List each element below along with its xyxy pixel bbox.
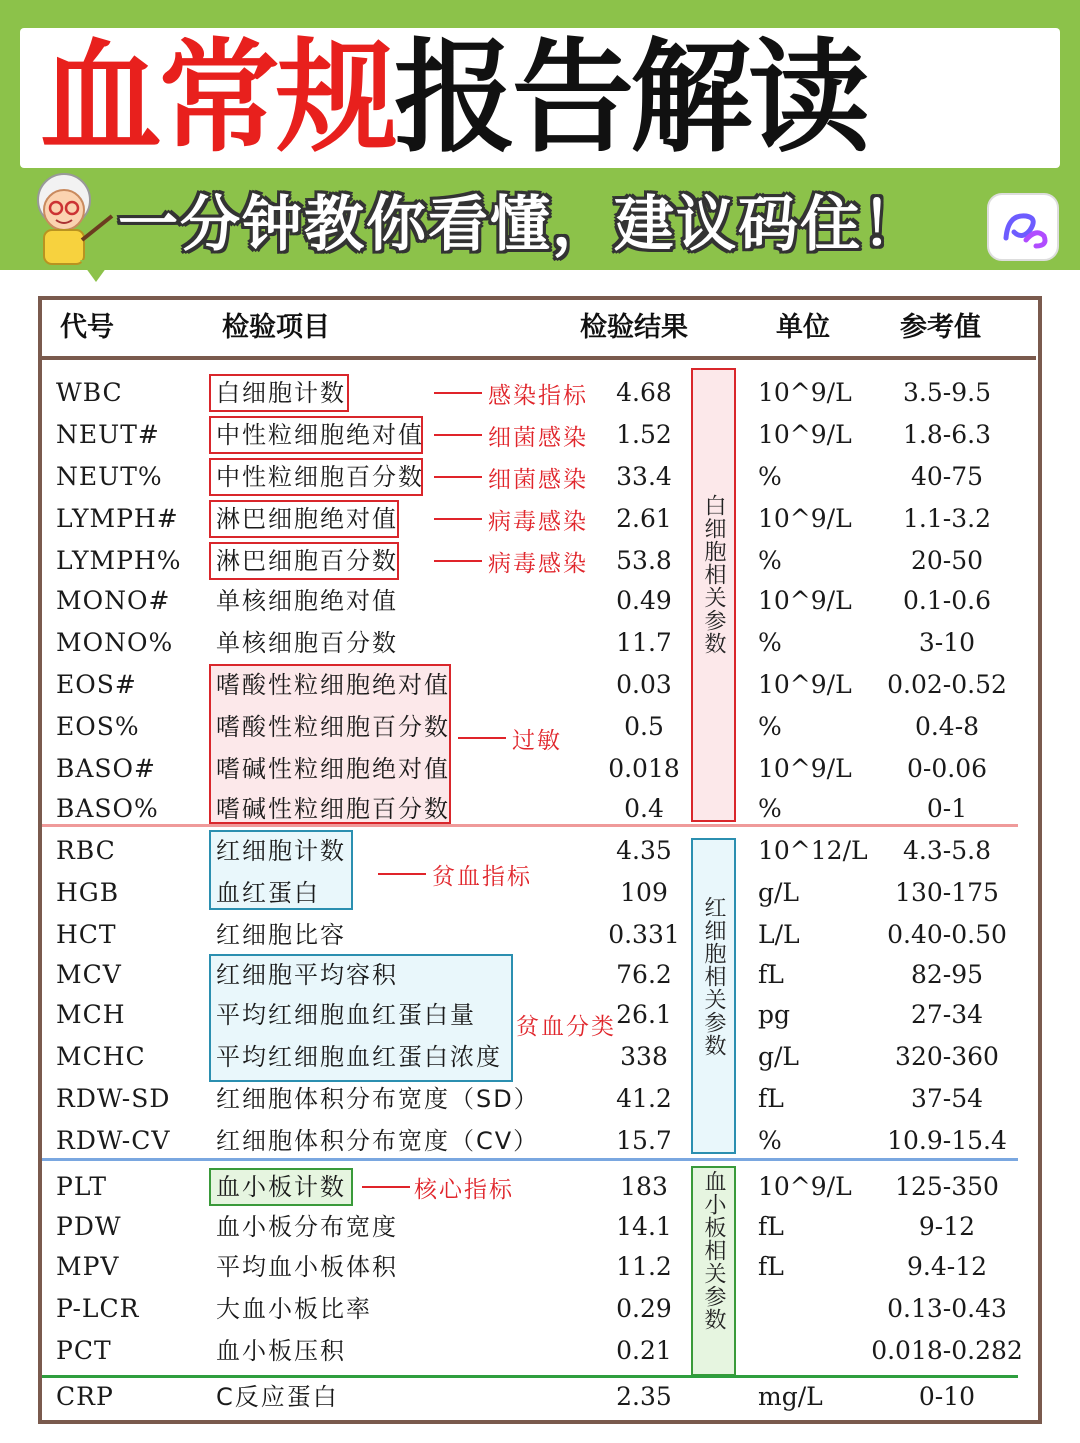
table-row [0, 664, 1080, 706]
cell-ref: 0.018-0.282 [871, 1336, 1023, 1365]
group-wbc-label: 白细胞相关参数 [701, 494, 726, 655]
cell-code: MONO% [56, 628, 174, 657]
cell-item: 嗜碱性粒细胞百分数 [216, 795, 450, 823]
cell-result: 0.5 [624, 712, 664, 741]
cell-code: NEUT% [56, 462, 163, 491]
table-row [0, 914, 1080, 956]
cell-ref: 1.1-3.2 [903, 504, 991, 533]
cell-item: 中性粒细胞绝对值 [216, 421, 424, 449]
grandma-teacher-icon [24, 168, 116, 268]
cell-unit: mg/L [758, 1382, 823, 1411]
cell-ref: 0.4-8 [914, 712, 980, 741]
cell-code: PDW [56, 1212, 122, 1241]
cell-ref: 0.40-0.50 [887, 920, 1007, 949]
cell-unit: 10^9/L [758, 670, 852, 699]
group-plt-label: 血小板相关参数 [701, 1170, 726, 1331]
table-row [0, 1330, 1080, 1372]
cell-ref: 9.4-12 [906, 1252, 988, 1281]
cell-ref: 130-175 [895, 878, 999, 907]
cell-result: 0.4 [624, 794, 664, 823]
cell-item: 单核细胞绝对值 [216, 587, 398, 615]
app-logo-icon [986, 192, 1060, 262]
cell-unit: 10^9/L [758, 504, 852, 533]
table-row [0, 1288, 1080, 1330]
cell-item: 嗜碱性粒细胞绝对值 [216, 755, 450, 783]
cell-code: BASO# [56, 754, 156, 783]
cell-code: RDW-SD [56, 1084, 171, 1113]
cell-item: 血小板计数 [216, 1173, 346, 1201]
cell-code: LYMPH% [56, 546, 182, 575]
cell-code: LYMPH# [56, 504, 179, 533]
cell-item: 嗜酸性粒细胞百分数 [216, 713, 450, 741]
cell-item: 单核细胞百分数 [216, 629, 398, 657]
cell-unit: fL [758, 960, 784, 989]
cell-result: 1.52 [616, 420, 672, 449]
cell-ref: 27-34 [910, 1000, 984, 1029]
page-title [40, 27, 866, 169]
cell-result: 11.2 [616, 1252, 672, 1281]
cell-unit: % [758, 1126, 782, 1155]
cell-unit: pg [758, 1000, 791, 1029]
cell-item: 红细胞平均容积 [216, 961, 398, 989]
cell-ref: 320-360 [895, 1042, 999, 1071]
cell-result: 76.2 [616, 960, 672, 989]
anno-viral: 病毒感染 [488, 551, 588, 577]
subtitle: 一分钟教你看懂，建议码住！ [118, 190, 924, 260]
cell-unit: fL [758, 1212, 784, 1241]
cell-code: EOS# [56, 670, 137, 699]
cell-unit: g/L [758, 1042, 800, 1071]
table-row [0, 1078, 1080, 1120]
table-row [0, 1246, 1080, 1288]
cell-unit: 10^9/L [758, 378, 852, 407]
cell-code: HCT [56, 920, 117, 949]
cell-code: EOS% [56, 712, 140, 741]
anno-anemia-classification: 贫血分类 [516, 1014, 616, 1040]
cell-result: 2.35 [616, 1382, 672, 1411]
cell-item: 白细胞计数 [216, 379, 346, 407]
cell-result: 33.4 [616, 462, 672, 491]
cell-unit: L/L [758, 920, 800, 949]
cell-item: 嗜酸性粒细胞绝对值 [216, 671, 450, 699]
cell-item: 红细胞体积分布宽度（CV） [216, 1127, 540, 1155]
cell-code: BASO% [56, 794, 159, 823]
cell-unit: fL [758, 1084, 784, 1113]
col-header-item: 检验项目 [222, 312, 330, 343]
cell-result: 4.68 [616, 378, 672, 407]
cell-result: 338 [620, 1042, 668, 1071]
cell-item: 血红蛋白 [216, 879, 320, 907]
cell-ref: 3.5-9.5 [903, 378, 991, 407]
anno-allergy: 过敏 [512, 728, 562, 754]
cell-unit: g/L [758, 878, 800, 907]
cell-code: MCV [56, 960, 122, 989]
anno-core-index: 核心指标 [414, 1177, 514, 1203]
cell-code: WBC [56, 378, 123, 407]
table-row [0, 1120, 1080, 1162]
cell-item: 平均红细胞血红蛋白量 [216, 1001, 476, 1029]
cell-result: 2.61 [616, 504, 672, 533]
cell-ref: 0.02-0.52 [887, 670, 1007, 699]
cell-code: MONO# [56, 586, 171, 615]
anno-bacterial: 细菌感染 [488, 467, 588, 493]
cell-ref: 82-95 [910, 960, 984, 989]
header-banner [0, 0, 1080, 270]
table-row [0, 1376, 1080, 1418]
cell-code: NEUT# [56, 420, 160, 449]
cell-item: 平均红细胞血红蛋白浓度 [216, 1043, 502, 1071]
cell-result: 26.1 [616, 1000, 672, 1029]
cell-result: 4.35 [616, 836, 672, 865]
cell-result: 109 [620, 878, 668, 907]
cell-unit: 10^9/L [758, 1172, 852, 1201]
cell-ref: 20-50 [910, 546, 984, 575]
cell-result: 53.8 [616, 546, 672, 575]
cell-ref: 0.13-0.43 [887, 1294, 1007, 1323]
cell-item: 血小板分布宽度 [216, 1213, 398, 1241]
cell-unit: % [758, 546, 782, 575]
cell-code: PCT [56, 1336, 112, 1365]
table-row [0, 622, 1080, 664]
cell-item: 淋巴细胞百分数 [216, 547, 398, 575]
table-row [0, 788, 1080, 830]
cell-code: PLT [56, 1172, 108, 1201]
col-header-unit: 单位 [776, 312, 830, 343]
table-row [0, 498, 1080, 540]
table-row [0, 830, 1080, 872]
cell-code: P-LCR [56, 1294, 140, 1323]
cell-ref: 0-1 [926, 794, 968, 823]
cell-ref: 0.1-0.6 [903, 586, 991, 615]
cell-item: 红细胞计数 [216, 837, 346, 865]
cell-unit: % [758, 712, 782, 741]
cell-ref: 1.8-6.3 [903, 420, 991, 449]
table-row [0, 706, 1080, 748]
table-row [0, 372, 1080, 414]
cell-item: 血小板压积 [216, 1337, 346, 1365]
table-row [0, 954, 1080, 996]
cell-result: 0.331 [608, 920, 680, 949]
cell-item: C反应蛋白 [216, 1383, 339, 1411]
anno-infection-index: 感染指标 [488, 383, 588, 409]
cell-result: 0.21 [616, 1336, 672, 1365]
cell-unit: 10^9/L [758, 586, 852, 615]
banner-pointer [80, 260, 112, 282]
cell-code: RBC [56, 836, 116, 865]
table-row [0, 1206, 1080, 1248]
cell-result: 183 [620, 1172, 668, 1201]
cell-result: 14.1 [616, 1212, 672, 1241]
cell-ref: 0-0.06 [906, 754, 988, 783]
table-row [0, 872, 1080, 914]
anno-bacterial: 细菌感染 [488, 425, 588, 451]
cell-ref: 10.9-15.4 [887, 1126, 1007, 1155]
title-box [20, 28, 1060, 168]
table-row [0, 580, 1080, 622]
table-row [0, 540, 1080, 582]
cell-result: 0.03 [616, 670, 672, 699]
cell-item: 红细胞体积分布宽度（SD） [216, 1085, 540, 1113]
cell-code: CRP [56, 1382, 114, 1411]
title-red-part: 血常规 [40, 27, 394, 169]
cell-code: HGB [56, 878, 120, 907]
cell-result: 0.018 [608, 754, 680, 783]
cell-ref: 125-350 [895, 1172, 999, 1201]
cell-code: RDW-CV [56, 1126, 171, 1155]
cell-result: 0.49 [616, 586, 672, 615]
cell-unit: 10^9/L [758, 754, 852, 783]
cell-unit: 10^12/L [758, 836, 868, 865]
cell-result: 11.7 [616, 628, 672, 657]
cell-code: MPV [56, 1252, 120, 1281]
cell-code: MCHC [56, 1042, 146, 1071]
group-rbc-label: 红细胞相关参数 [701, 896, 726, 1057]
cell-ref: 3-10 [918, 628, 976, 657]
cell-unit: % [758, 462, 782, 491]
cell-ref: 40-75 [910, 462, 984, 491]
table-row [0, 1036, 1080, 1078]
col-header-ref: 参考值 [900, 312, 981, 343]
cell-ref: 37-54 [910, 1084, 984, 1113]
cell-ref: 9-12 [918, 1212, 976, 1241]
table-row [0, 414, 1080, 456]
table-row [0, 748, 1080, 790]
header-divider [42, 356, 1036, 360]
anno-anemia-index: 贫血指标 [432, 864, 532, 890]
table-row [0, 1166, 1080, 1208]
anno-viral: 病毒感染 [488, 509, 588, 535]
cell-unit: 10^9/L [758, 420, 852, 449]
table-row [0, 456, 1080, 498]
col-header-result: 检验结果 [580, 312, 688, 343]
cell-unit: % [758, 794, 782, 823]
cell-ref: 4.3-5.8 [903, 836, 991, 865]
cell-unit: % [758, 628, 782, 657]
cell-item: 红细胞比容 [216, 921, 346, 949]
cell-result: 15.7 [616, 1126, 672, 1155]
cell-result: 0.29 [616, 1294, 672, 1323]
cell-code: MCH [56, 1000, 126, 1029]
col-header-code: 代号 [60, 312, 114, 343]
cell-result: 41.2 [616, 1084, 672, 1113]
cell-item: 平均血小板体积 [216, 1253, 398, 1281]
cell-ref: 0-10 [918, 1382, 976, 1411]
table-row [0, 994, 1080, 1036]
cell-unit: fL [758, 1252, 784, 1281]
cell-item: 大血小板比率 [216, 1295, 372, 1323]
cell-item: 中性粒细胞百分数 [216, 463, 424, 491]
cell-item: 淋巴细胞绝对值 [216, 505, 398, 533]
title-black-part: 报告解读 [394, 27, 866, 169]
